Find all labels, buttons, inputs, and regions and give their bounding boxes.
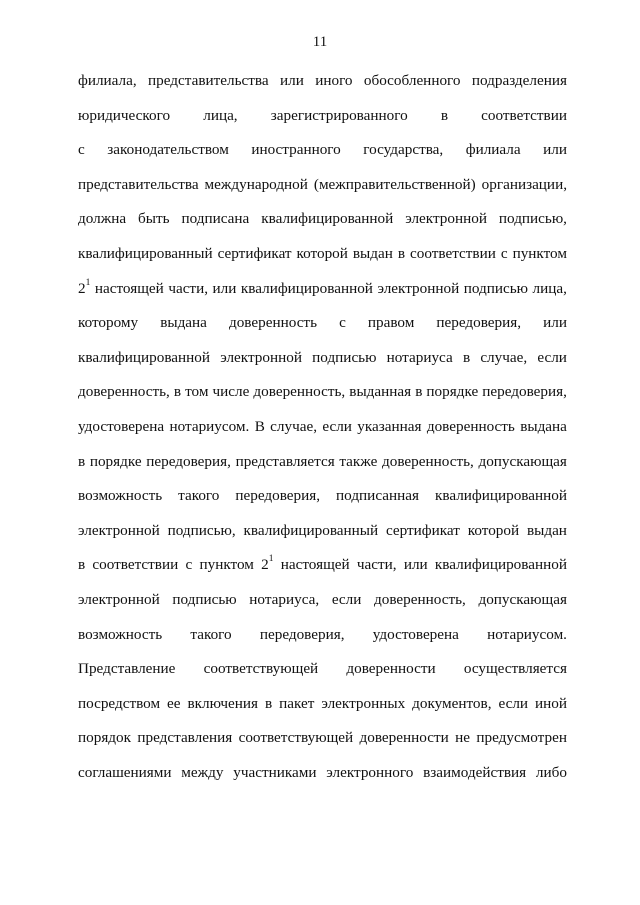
word: передоверия,: [235, 487, 321, 505]
word: части,: [168, 279, 208, 297]
word: выдан: [352, 244, 393, 262]
word: выдан: [526, 521, 567, 539]
word: должна: [78, 210, 127, 228]
word: если: [498, 694, 529, 712]
word: квалифицированной: [78, 348, 211, 366]
text-line: [78, 99, 567, 134]
word: части,: [356, 556, 397, 574]
word: передоверия,: [436, 314, 522, 332]
word: которому: [78, 314, 139, 332]
word: в: [265, 694, 273, 712]
word: иностранного: [251, 141, 341, 159]
text-line: [78, 341, 567, 376]
word: $2^1$: [261, 554, 274, 574]
word: если: [331, 590, 362, 608]
word: сертификат: [385, 521, 460, 539]
text-line: [78, 652, 567, 687]
word: или: [212, 279, 237, 297]
word: доверенность,: [78, 383, 170, 401]
word: настоящей: [280, 556, 350, 574]
word: лица,: [532, 279, 567, 297]
body-text: [78, 64, 567, 790]
word: соглашениями: [78, 763, 172, 781]
word: которой: [467, 521, 520, 539]
word: обособленного: [363, 72, 461, 89]
word: подписанная: [336, 487, 419, 505]
word: либо: [535, 763, 567, 781]
word: участниками: [233, 763, 317, 781]
word: представительства: [78, 175, 199, 193]
word: подписью: [172, 590, 237, 608]
word: нотариуса: [386, 348, 453, 366]
word: или: [403, 556, 428, 574]
word: в: [78, 556, 86, 574]
word: не: [455, 729, 470, 747]
text-line: [78, 548, 567, 583]
word: нотариусом.: [487, 625, 567, 643]
word: том: [185, 383, 209, 401]
text-line: [78, 721, 567, 756]
word: соответствующей: [238, 729, 354, 747]
word: подписью,: [498, 210, 567, 228]
word: электронной: [377, 279, 460, 297]
word: такого: [178, 487, 220, 505]
text-line: [78, 306, 567, 341]
word: государства,: [363, 141, 444, 159]
word: с: [339, 314, 346, 332]
word: передоверия,: [146, 452, 231, 470]
word: случае,: [270, 417, 318, 435]
word: или: [543, 314, 567, 332]
word: предусмотрен: [476, 729, 567, 747]
word: (межправительственной): [313, 175, 476, 193]
word: включения: [187, 694, 259, 712]
word: возможность: [78, 625, 163, 643]
word: доверенности: [359, 729, 449, 747]
word: с: [78, 141, 85, 159]
page-number: 11: [312, 34, 328, 50]
word: в: [397, 244, 406, 262]
word: пунктом: [199, 556, 254, 574]
word: документов,: [412, 694, 492, 712]
word: осуществляется: [463, 660, 567, 678]
word: доверенность,: [382, 452, 474, 470]
text-line: [78, 133, 567, 168]
text-line: [78, 479, 567, 514]
word: допускающая: [478, 590, 567, 608]
word: пакет: [279, 694, 315, 712]
word: $2^1$: [78, 277, 91, 297]
word: филиала: [465, 141, 521, 159]
word: представляется: [235, 452, 335, 470]
word: которой: [296, 244, 348, 262]
word: подписью: [463, 279, 529, 297]
word: передоверия,: [482, 383, 567, 401]
word: порядке: [89, 452, 142, 470]
text-line: [78, 687, 567, 722]
word: сертификат: [217, 244, 292, 262]
word: подразделения: [471, 72, 567, 89]
word: доверенность,: [374, 590, 466, 608]
word: настоящей: [94, 279, 164, 297]
word: случае,: [480, 348, 528, 366]
text-line: [78, 375, 567, 410]
word: электронной: [78, 590, 160, 608]
word: взаимодействия: [423, 763, 527, 781]
word: соответствии: [481, 106, 567, 124]
word: в: [415, 383, 423, 401]
text-line: [78, 237, 567, 272]
word: если: [537, 348, 567, 366]
word: или: [543, 141, 567, 159]
word: порядке: [426, 383, 479, 401]
word: соответствующей: [203, 660, 319, 678]
word: нотариусом.: [169, 417, 250, 435]
word: такого: [190, 625, 232, 643]
word: юридического: [78, 106, 171, 124]
text-line: [78, 583, 567, 618]
word: зарегистрированного: [270, 106, 408, 124]
word: квалифицированный: [78, 244, 213, 262]
text-line: [78, 168, 567, 203]
word: законодательством: [107, 141, 229, 159]
word: электронной: [78, 521, 160, 539]
word: лица,: [203, 106, 238, 124]
word: в: [78, 452, 86, 470]
word: доверенность,: [253, 383, 346, 401]
word: пунктом: [512, 244, 567, 262]
word: если: [322, 417, 352, 435]
word: доверенность: [426, 417, 515, 435]
word: правом: [367, 314, 415, 332]
word: указанная: [357, 417, 422, 435]
word: филиала,: [78, 72, 137, 89]
word: квалифицированной: [240, 279, 373, 297]
word: международной: [204, 175, 308, 193]
text-line: [78, 514, 567, 549]
word: в: [173, 383, 182, 401]
word: соответствии: [410, 244, 496, 262]
word: представления: [137, 729, 233, 747]
word: быть: [138, 210, 170, 228]
word: допускающая: [478, 452, 567, 470]
word: выдана: [160, 314, 207, 332]
word: иного: [315, 72, 353, 89]
text-line: [78, 64, 567, 99]
word: доверенности: [346, 660, 436, 678]
word: удостоверена: [372, 625, 459, 643]
word: квалифицированной: [434, 556, 567, 574]
word: выданная: [349, 383, 412, 401]
word: представительства: [148, 72, 269, 89]
word: квалифицированный: [243, 521, 379, 539]
word: подписью: [312, 348, 377, 366]
word: посредством: [78, 694, 161, 712]
word: электронных: [321, 694, 406, 712]
word: электронной: [220, 348, 302, 366]
text-line: [78, 410, 567, 445]
word: числе: [212, 383, 250, 401]
word: в: [462, 348, 471, 366]
word: передоверия,: [259, 625, 345, 643]
text-line: [78, 618, 567, 653]
word: иной: [535, 694, 567, 712]
word: В: [254, 417, 265, 435]
word: удостоверена: [78, 417, 165, 435]
word: квалифицированной: [261, 210, 394, 228]
word: с: [500, 244, 508, 262]
text-line: [78, 445, 567, 480]
word: или: [280, 72, 304, 89]
word: ее: [167, 694, 181, 712]
word: соответствии: [92, 556, 179, 574]
word: между: [181, 763, 224, 781]
word: подписана: [181, 210, 250, 228]
word: подписью,: [167, 521, 236, 539]
word: нотариуса,: [249, 590, 320, 608]
word: электронной: [405, 210, 487, 228]
word: организации,: [481, 175, 567, 193]
word: в: [440, 106, 449, 124]
word: Представление: [78, 660, 176, 678]
text-line: [78, 756, 567, 791]
word: с: [185, 556, 193, 574]
word: также: [339, 452, 378, 470]
word: выдана: [520, 417, 567, 435]
word: электронного: [326, 763, 414, 781]
word: возможность: [78, 487, 163, 505]
text-line: [78, 202, 567, 237]
text-line: [78, 272, 567, 307]
word: доверенность: [228, 314, 317, 332]
word: квалифицированной: [434, 487, 567, 505]
word: порядок: [78, 729, 132, 747]
